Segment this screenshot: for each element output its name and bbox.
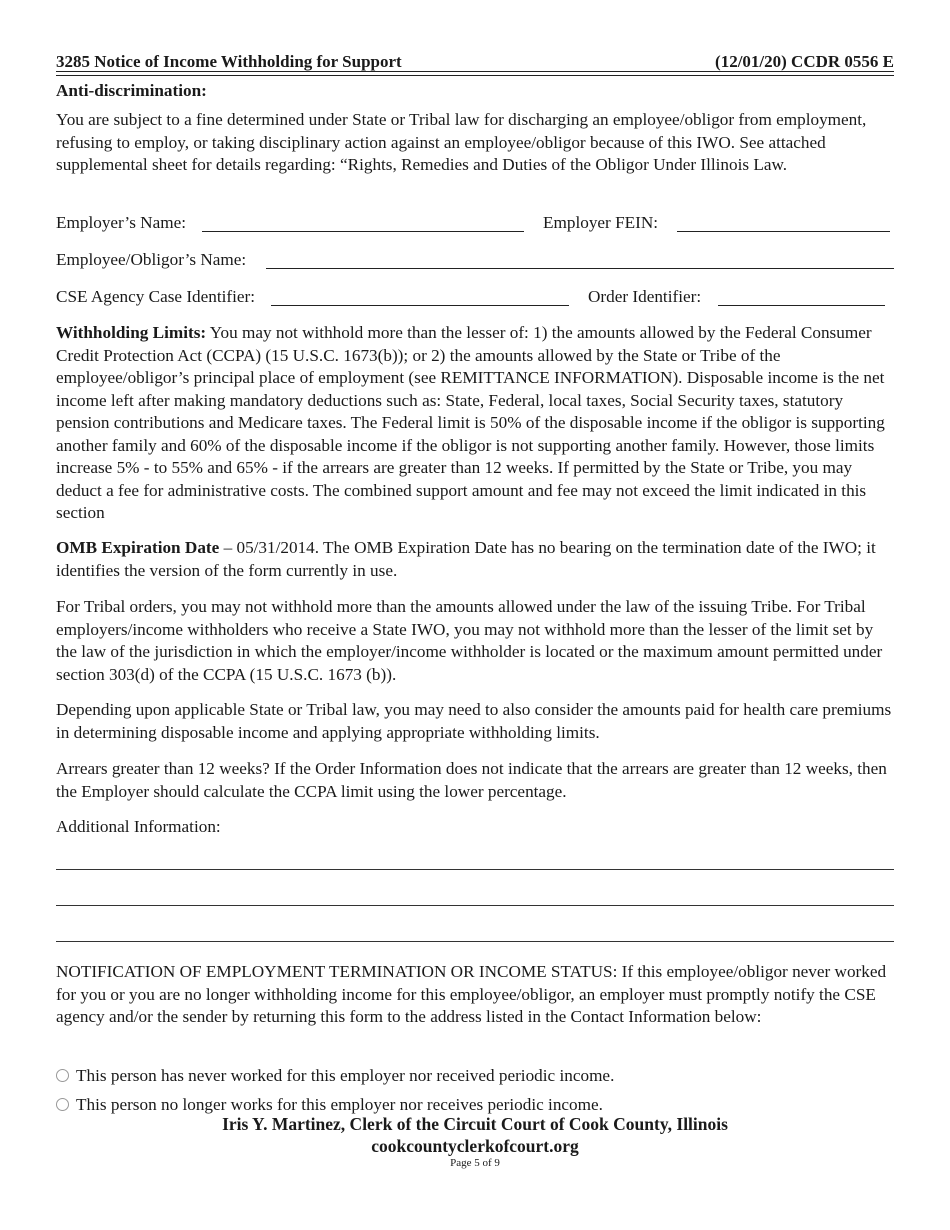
withholding-limits-heading: Withholding Limits: — [56, 323, 207, 342]
employer-row — [56, 212, 894, 236]
page-header — [56, 51, 894, 73]
cse-case-label: CSE Agency Case Identifier: — [56, 287, 256, 306]
employee-row — [56, 249, 894, 273]
no-longer-works-label: This person no longer works for this employer nor receives periodic income. — [76, 1095, 603, 1114]
anti-discrimination-text: You are subject to a fine determined under State or Tribal law for discharging an employee/obligor from employment, refusing to employ, or taking disciplinary action against an employee/obligor because of this IWO. See attached supplemental sheet for details regarding: “Rights, Remedies and Duties of the Obligor Under Illinois Law. — [56, 110, 867, 174]
employer-name-field[interactable] — [202, 231, 524, 232]
omb-paragraph — [56, 537, 894, 582]
footer-website[interactable]: cookcountyclerkofcourt.org — [371, 1136, 579, 1156]
additional-info-label: Additional Information: — [56, 817, 221, 836]
form-code: (12/01/20) CCDR 0556 E — [715, 52, 894, 71]
employee-name-field[interactable] — [266, 268, 894, 269]
additional-info-line-1[interactable] — [56, 869, 894, 870]
omb-text: – 05/31/2014. The OMB Expiration Date has no bearing on the termination date of the IWO; it identifies the version of the form currently in use. — [56, 538, 876, 580]
employer-fein-label: Employer FEIN: — [543, 213, 659, 232]
header-rule — [56, 71, 894, 72]
option-never-worked[interactable] — [56, 1065, 894, 1089]
order-id-field[interactable] — [718, 305, 885, 306]
employer-name-label: Employer’s Name: — [56, 213, 186, 232]
never-worked-radio[interactable] — [56, 1069, 69, 1082]
tribal-orders-paragraph: For Tribal orders, you may not withhold more than the amounts allowed under the law of the issuing Tribe. For Tribal employers/income withholders who receive a State IWO, you may not withhold more than the lesser of the limit set by the law of the jurisdiction in which the employer/income withholder is located or the maximum amount permitted under section 303(d) of the CCPA (15 U.S.C. 1673 (b)). — [56, 597, 883, 684]
footer-clerk: Iris Y. Martinez, Clerk of the Circuit Court of Cook County, Illinois — [222, 1114, 728, 1134]
withholding-limits-paragraph — [56, 322, 894, 525]
order-id-label: Order Identifier: — [588, 287, 702, 306]
additional-info-line-3[interactable] — [56, 941, 894, 942]
form-title: 3285 Notice of Income Withholding for Support — [56, 52, 402, 71]
page-number: Page 5 of 9 — [450, 1157, 500, 1169]
employer-fein-field[interactable] — [677, 231, 890, 232]
employee-name-label: Employee/Obligor’s Name: — [56, 250, 247, 269]
identifiers-row — [56, 286, 894, 310]
header-rule-double — [56, 75, 894, 76]
additional-info-line-2[interactable] — [56, 905, 894, 906]
cse-case-field[interactable] — [271, 305, 569, 306]
no-longer-works-radio[interactable] — [56, 1098, 69, 1111]
anti-discrimination-heading: Anti-discrimination: — [56, 81, 207, 100]
never-worked-label: This person has never worked for this employer nor received periodic income. — [76, 1066, 615, 1085]
omb-heading: OMB Expiration Date — [56, 538, 220, 557]
health-care-paragraph: Depending upon applicable State or Tribal law, you may need to also consider the amounts paid for health care premiums in determining disposable income and applying appropriate withholding limits. — [56, 700, 892, 742]
withholding-limits-text: You may not withhold more than the lesser of: 1) the amounts allowed by the Federal Consumer Credit Protection Act (CCPA) (15 U.S.C. 1673(b)); or 2) the amounts allowed by the State or Tribe of the employee/obligor’s principal place of employment (see REMITTANCE INFORMATION). Disposable income is the net income left after making mandatory deductions such as: State, Federal, local taxes, Social Security taxes, statutory pension contributions and Medicare taxes. The Federal limit is 50% of the disposable income if the obligor is supporting another family and 60% of the disposable income if the obligor is not supporting another family. However, those limits increase 5% - to 55% and 65% - if the arrears are greater than 12 weeks. If permitted by the State or Tribe, you may deduct a fee for administrative costs. The combined support amount and fee may not exceed the limit indicated in this section — [56, 323, 885, 522]
notification-paragraph: NOTIFICATION OF EMPLOYMENT TERMINATION OR INCOME STATUS: If this employee/obligor never worked for you or you are no longer withholding income for this employee/obligor, an employer must promptly notify the CSE agency and/or the sender by returning this form to the address listed in the Contact Information below: — [56, 962, 887, 1026]
arrears-paragraph: Arrears greater than 12 weeks? If the Order Information does not indicate that the arrears are greater than 12 weeks, then the Employer should calculate the CCPA limit using the lower percentage. — [56, 759, 887, 801]
